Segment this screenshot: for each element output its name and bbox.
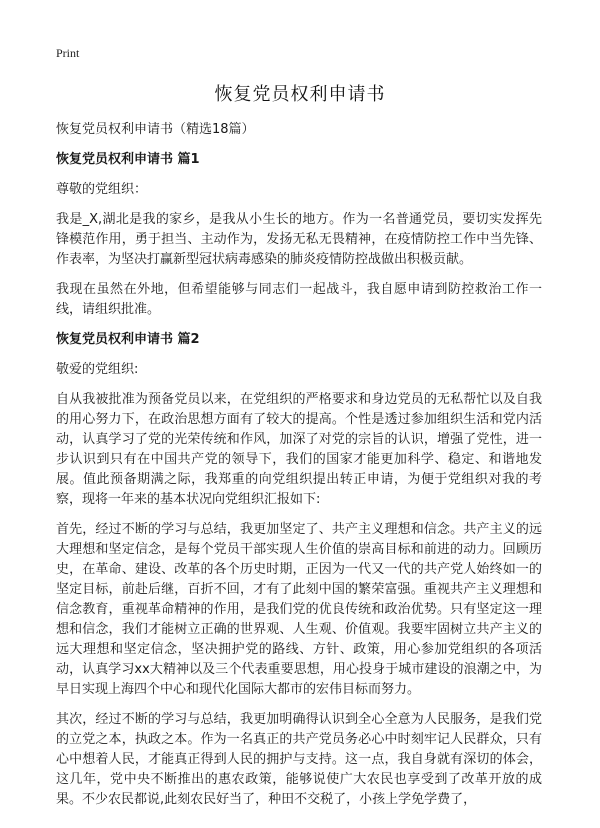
paragraph: 其次，经过不断的学习与总结，我更加明确得认识到全心全意为人民服务，是我们党的立党之本，执政之本。作为一名真正的共产党员务必心中时刻牢记人民群众，只有心中想着人民，才能真正得到人民的拥护与支持。这一点，我自身就有深切的体会，这几年，党中央不断推出的惠农政策，能够说使广大农民也享受到了改革开放的成果。不少农民都说,此刻农民好当了，种田不交税了，小孩上学免学费了， — [56, 712, 542, 807]
paragraph: 我现在虽然在外地，但希望能够与同志们一起战斗，我自愿申请到防控救治工作一线，请组织批准。 — [56, 282, 542, 317]
section-greeting: 尊敬的党组织： — [56, 182, 148, 197]
section-2 — [56, 330, 542, 810]
paragraph: 首先，经过不断的学习与总结，我更加坚定了、共产主义理想和信念。共产主义的远大理想和坚定信念，是每个党员干部实现人生价值的崇高目标和前进的动力。回顾历史，在革命、建设、改革的各个历史时期，正因为一代又一代的共产党人始终如一的坚定目标，前赴后继，百折不回，才有了此刻中国的繁荣富强。重视共产主义理想和信念教育，重视革命精神的作用，是我们党的优良传统和政治优势。只有坚定这一理想和信念，我们才能树立正确的世界观、人生观、价值观。我要牢固树立共产主义的远大理想和坚定信念，坚决拥护党的路线、方针、政策，用心参加党组织的各项活动，认真学习xx大精神以及三个代表重要思想，用心投身于城市建设的浪潮之中，为早日实现上海四个中心和现代化国际大都市的宏伟目标而努力。 — [56, 522, 542, 697]
document-subtitle: 恢复党员权利申请书（精选18篇） — [56, 122, 255, 137]
print-link[interactable]: Print — [56, 46, 80, 60]
document-body — [56, 120, 542, 820]
paragraph: 自从我被批准为预备党员以来，在党组织的严格要求和身边党员的无私帮忙以及自我的用心努力下，在政治思想方面有了较大的提高。个性是透过参加组织生活和党内活动，认真学习了党的光荣传统和作风，加深了对党的宗旨的认识，增强了党性，进一步认识到只有在中国共产党的领导下，我们的国家才能更加科学、稳定、和谐地发展。值此预备期满之际，我郑重的向党组织提出转正申请，为便于党组织对我的考察，现将一年来的基本状况向党组织汇报如下: — [56, 392, 542, 507]
section-1 — [56, 150, 542, 320]
paragraph: 我是_X,湖北是我的家乡，是我从小生长的地方。作为一名普通党员，要切实发挥先锋模范作用，勇于担当、主动作为，发扬无私无畏精神，在疫情防控工作中当先锋、作表率，为坚决打赢新型冠状病毒感染的肺炎疫情防控战做出积极贡献。 — [56, 212, 542, 267]
document-title: 恢复党员权利申请书 — [214, 84, 386, 105]
section-greeting: 敬爱的党组织: — [56, 362, 139, 377]
section-heading: 恢复党员权利申请书 篇1 — [56, 152, 200, 167]
section-heading: 恢复党员权利申请书 篇2 — [56, 332, 200, 347]
